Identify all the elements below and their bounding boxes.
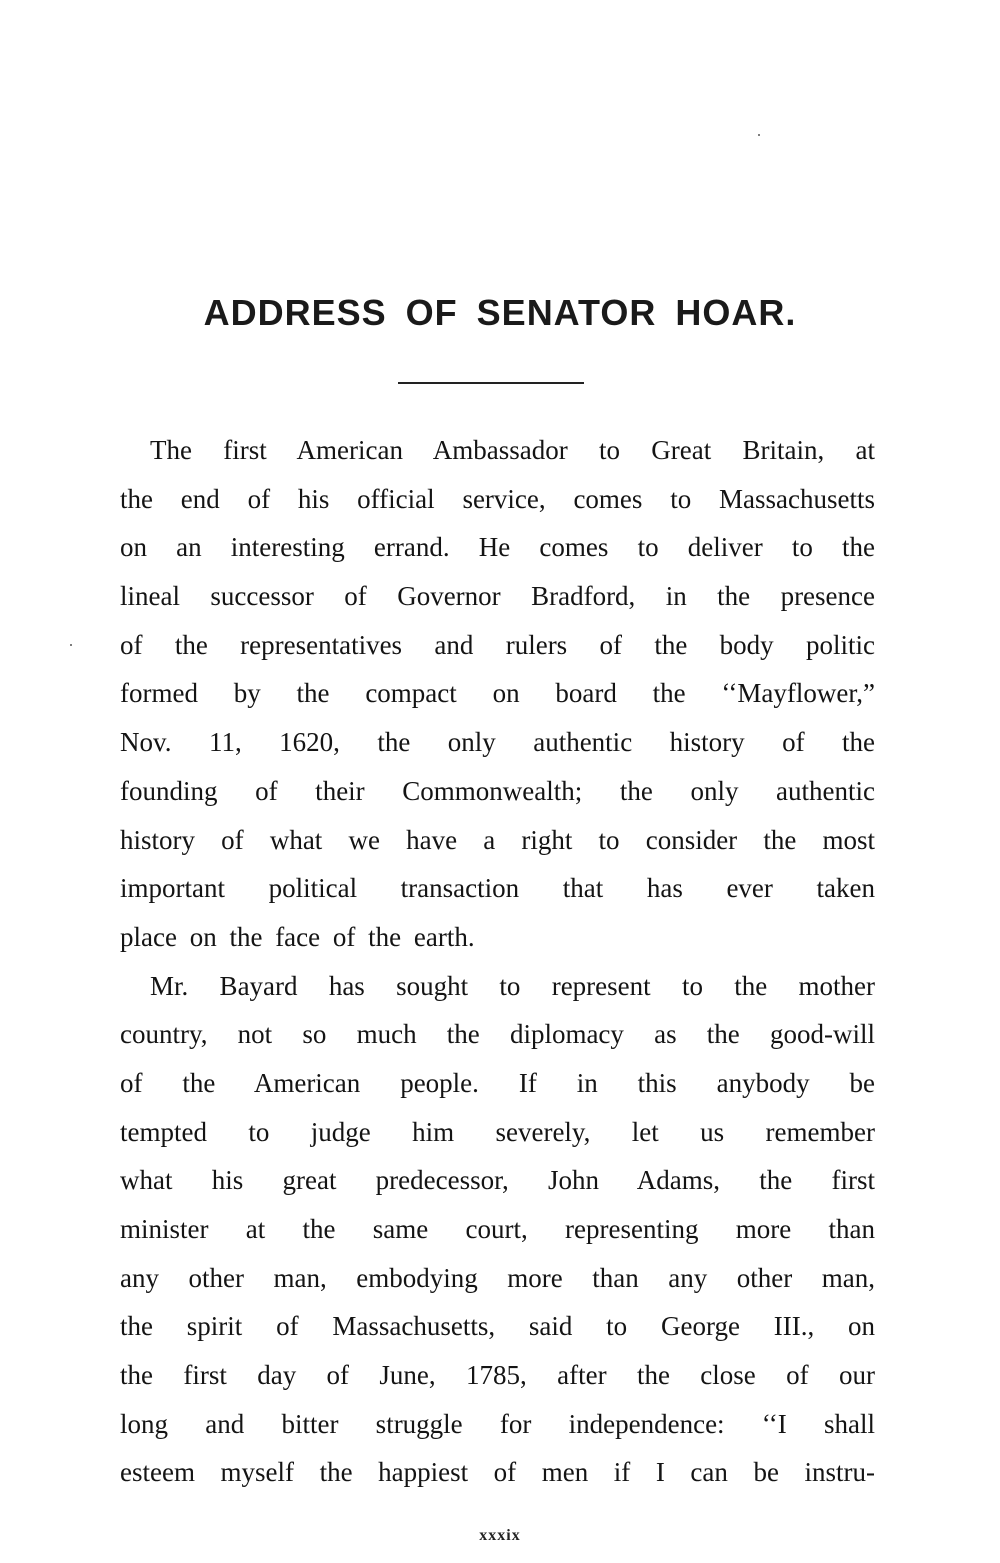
text-line: on an interesting errand. He comes to deliver to the xyxy=(120,532,875,563)
text-line: the first day of June, 1785, after the close of our xyxy=(120,1360,875,1391)
text-line: long and bitter struggle for independence: ‘‘I shall xyxy=(120,1408,875,1439)
text-line: any other man, embodying more than any other man, xyxy=(120,1262,875,1293)
page-number: xxxix xyxy=(479,1527,521,1544)
text-line: The first American Ambassador to Great Britain, at xyxy=(150,435,875,465)
text-line: Mr. Bayard has sought to represent to the mother xyxy=(150,970,875,1001)
paragraph-2 xyxy=(120,962,875,1498)
text-line: tempted to judge him severely, let us remember xyxy=(120,1116,875,1147)
text-line: important political transaction that has ever taken xyxy=(120,873,875,904)
text-line: of the American people. If in this anybody be xyxy=(120,1067,875,1098)
text-line: Nov. 11, 1620, the only authentic history of the xyxy=(120,727,875,758)
text-line: formed by the compact on board the ‘‘Mayflower,” xyxy=(120,678,875,709)
paragraph-1 xyxy=(120,426,875,962)
text-line: country, not so much the diplomacy as the good-will xyxy=(120,1019,875,1050)
text-line: the end of his official service, comes to Massachusetts xyxy=(120,483,875,514)
text-line: history of what we have a right to consider the most xyxy=(120,824,875,855)
text-line: founding of their Commonwealth; the only authentic xyxy=(120,775,875,806)
text-line: esteem myself the happiest of men if I can be instru- xyxy=(120,1457,875,1488)
scan-speck xyxy=(70,644,72,646)
title-divider xyxy=(398,382,584,384)
text-line: the spirit of Massachusetts, said to George III., on xyxy=(120,1311,875,1342)
text-line: minister at the same court, representing more than xyxy=(120,1214,875,1244)
page-title: ADDRESS OF SENATOR HOAR. xyxy=(203,292,797,333)
scan-speck xyxy=(758,134,760,136)
body-text xyxy=(120,426,875,1497)
text-line: place on the face of the earth. xyxy=(120,921,475,952)
text-line: what his great predecessor, John Adams, the first xyxy=(120,1165,875,1196)
text-line: lineal successor of Governor Bradford, in the presence xyxy=(120,581,875,612)
text-line: of the representatives and rulers of the body politic xyxy=(120,629,875,660)
